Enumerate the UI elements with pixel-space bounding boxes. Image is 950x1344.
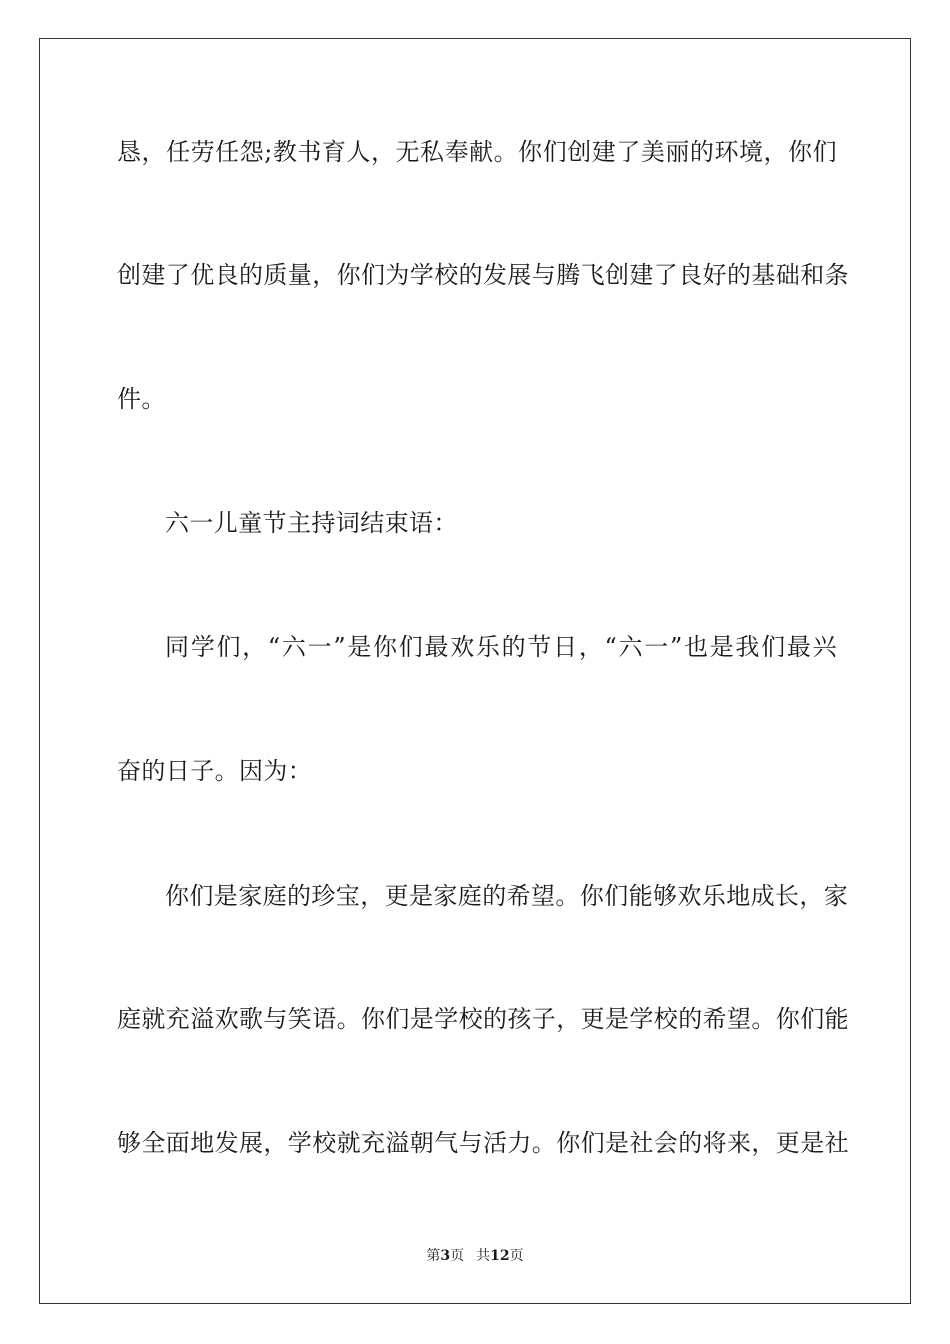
body-text-line: 件。 xyxy=(117,385,166,413)
body-text-line: 你们是家庭的珍宝，更是家庭的希望。你们能够欢乐地成长，家 xyxy=(165,882,849,910)
page-footer xyxy=(0,1246,950,1266)
page-prefix: 第 xyxy=(426,1248,441,1264)
body-text-line: 奋的日子。因为： xyxy=(117,757,313,785)
total-prefix: 共 xyxy=(476,1248,491,1264)
body-text-line: 够全面地发展，学校就充溢朝气与活力。你们是社会的将来，更是社 xyxy=(117,1129,849,1157)
section-heading: 六一儿童节主持词结束语： xyxy=(165,509,458,537)
total-suffix: 页 xyxy=(509,1248,524,1264)
page-suffix: 页 xyxy=(450,1248,465,1264)
body-text-line: 同学们，“六一”是你们最欢乐的节日，“六一”也是我们最兴 xyxy=(165,633,837,661)
body-text-line: 恳，任劳任怨;教书育人，无私奉献。你们创建了美丽的环境，你们 xyxy=(117,138,837,166)
page-border xyxy=(39,38,911,1304)
body-text-line: 创建了优良的质量，你们为学校的发展与腾飞创建了良好的基础和条 xyxy=(117,261,849,289)
page-number: 3 xyxy=(440,1248,451,1264)
body-text-line: 庭就充溢欢歌与笑语。你们是学校的孩子，更是学校的希望。你们能 xyxy=(117,1005,849,1033)
total-pages: 12 xyxy=(490,1248,510,1264)
